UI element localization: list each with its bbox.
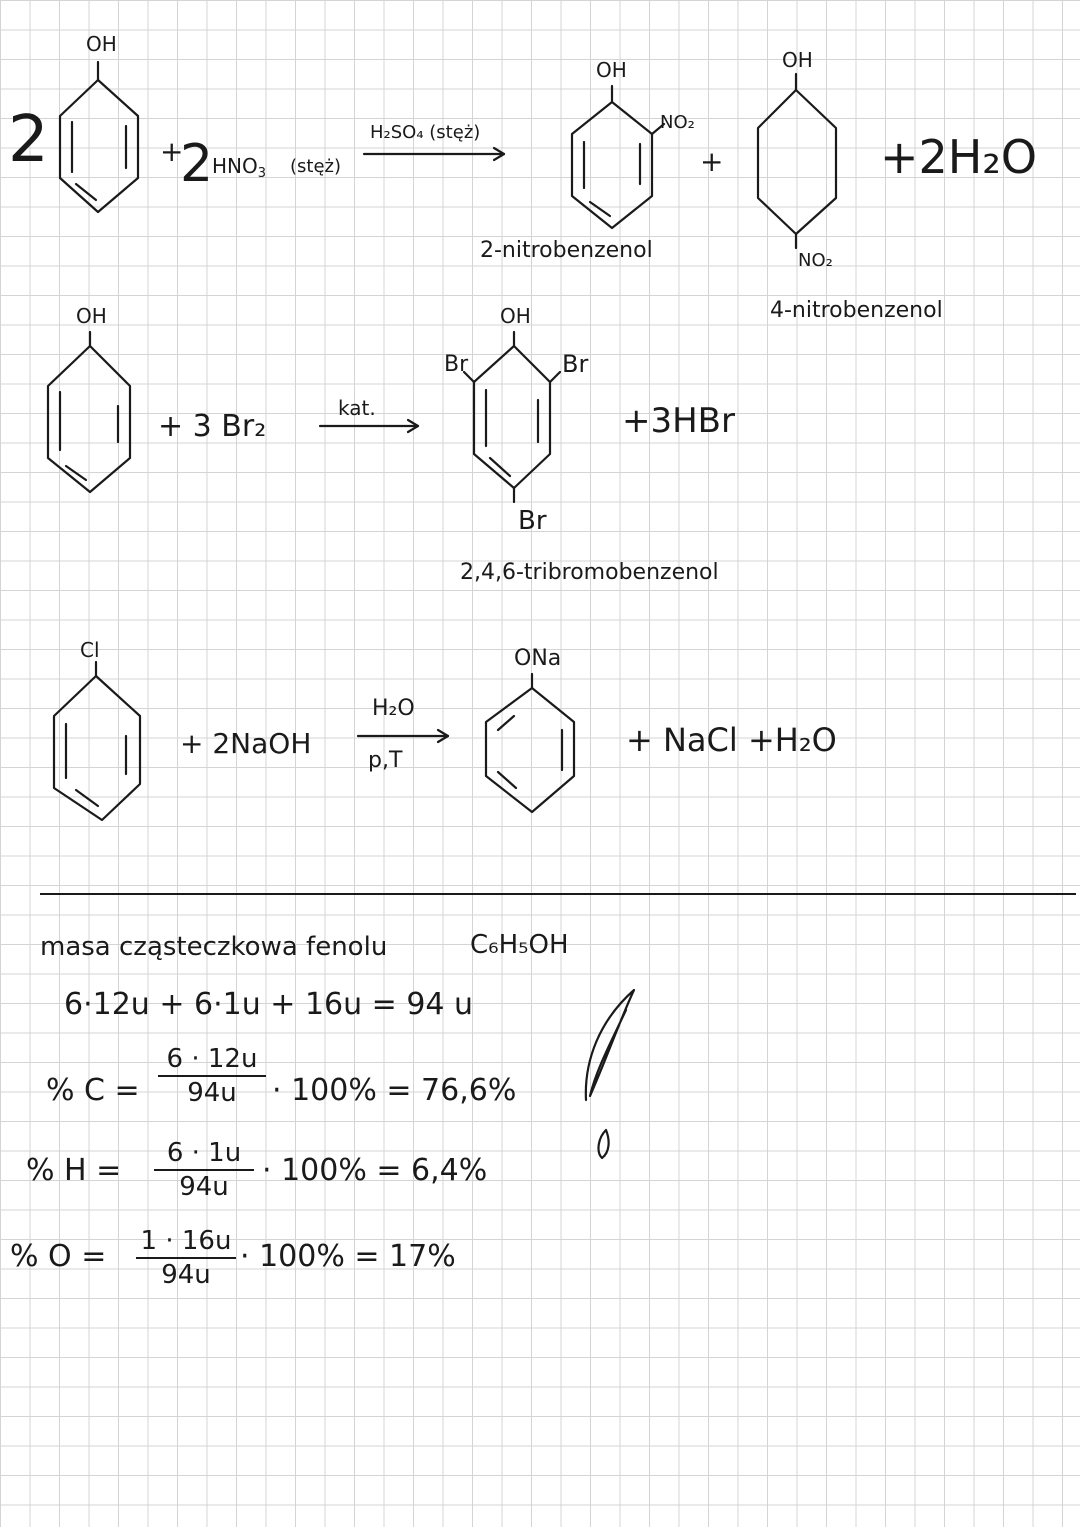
bromine-bottom-label: Br (518, 506, 547, 536)
percent-c-label: % C = (46, 1073, 140, 1108)
percent-h-result: · 100% = 6,4% (262, 1153, 488, 1188)
product1-name: 2-nitrobenzenol (480, 238, 653, 263)
naoh-reagent: + 2NaOH (180, 727, 312, 760)
percent-c-numerator: 6 · 12u (166, 1044, 258, 1074)
phenol-coefficient: 2 (8, 103, 49, 177)
reaction2-condition: kat. (338, 396, 376, 420)
phenol-formula: C₆H₅OH (470, 930, 569, 960)
percent-h-numerator: 6 · 1u (166, 1138, 242, 1168)
nacl-water-byproducts: + NaCl +H₂O (626, 721, 837, 759)
tribromophenol-name: 2,4,6-tribromobenzenol (460, 560, 719, 585)
reaction3-arrow (356, 728, 456, 744)
phenol-ring-1 (40, 60, 160, 220)
percent-o-label: % O = (10, 1239, 107, 1274)
tribromophenol-ring (460, 330, 570, 510)
reaction2-arrow (318, 418, 428, 434)
percent-c-result: · 100% = 76,6% (272, 1073, 517, 1108)
product2-name: 4-nitrobenzenol (770, 298, 943, 323)
percent-o-result: · 100% = 17% (240, 1239, 456, 1274)
check-mark-doodle (576, 980, 646, 1170)
reaction1-condition: H₂SO₄ (stęż) (370, 122, 481, 143)
phenol-oh-label: OH (76, 304, 107, 328)
chlorobenzene-ring (40, 660, 160, 830)
product2-ring (750, 72, 850, 252)
reaction3-condition-bottom: p,T (368, 748, 403, 773)
plus-sign: + (700, 145, 724, 178)
plus-sign: + (160, 135, 184, 168)
percent-h-denominator: 94u (179, 1172, 229, 1202)
chlorine-label: Cl (80, 638, 100, 662)
hbr-byproduct: +3HBr (622, 401, 735, 441)
sodium-phenoxide-ona-label: ONa (514, 646, 562, 671)
percent-c-fraction (158, 1046, 266, 1106)
product2-no2-label: NO₂ (798, 250, 833, 271)
product1-no2-label: NO₂ (660, 112, 695, 133)
product1-oh-label: OH (596, 58, 627, 82)
calc-heading: masa cząsteczkowa fenolu (40, 932, 388, 962)
molar-mass-line: 6·12u + 6·1u + 16u = 94 u (64, 987, 474, 1022)
product1-ring (560, 84, 670, 234)
nitric-acid-formula: $HNO_3$ (212, 154, 267, 181)
phenol-oh-label: OH (86, 32, 117, 56)
nitric-acid-coefficient: 2 (180, 134, 214, 194)
product-oh-label: OH (500, 304, 531, 328)
percent-h-fraction (154, 1140, 254, 1200)
percent-c-denominator: 94u (187, 1078, 237, 1108)
percent-o-fraction (136, 1228, 236, 1288)
reaction1-arrow (362, 146, 512, 162)
product2-oh-label: OH (782, 48, 813, 72)
bromine-reagent: + 3 Br₂ (158, 409, 267, 444)
water-product: +2H₂O (880, 130, 1038, 184)
phenol-ring-2 (40, 330, 150, 500)
sodium-phenoxide-ring (476, 672, 586, 822)
percent-h-label: % H = (26, 1153, 122, 1188)
bromine-left-label: Br (444, 352, 469, 377)
percent-o-numerator: 1 · 16u (140, 1226, 232, 1256)
percent-o-denominator: 94u (161, 1260, 211, 1290)
nitric-acid-note: (stęż) (290, 156, 342, 177)
bromine-right-label: Br (562, 350, 589, 378)
reaction3-condition-top: H₂O (372, 696, 415, 721)
section-divider (40, 893, 1076, 895)
